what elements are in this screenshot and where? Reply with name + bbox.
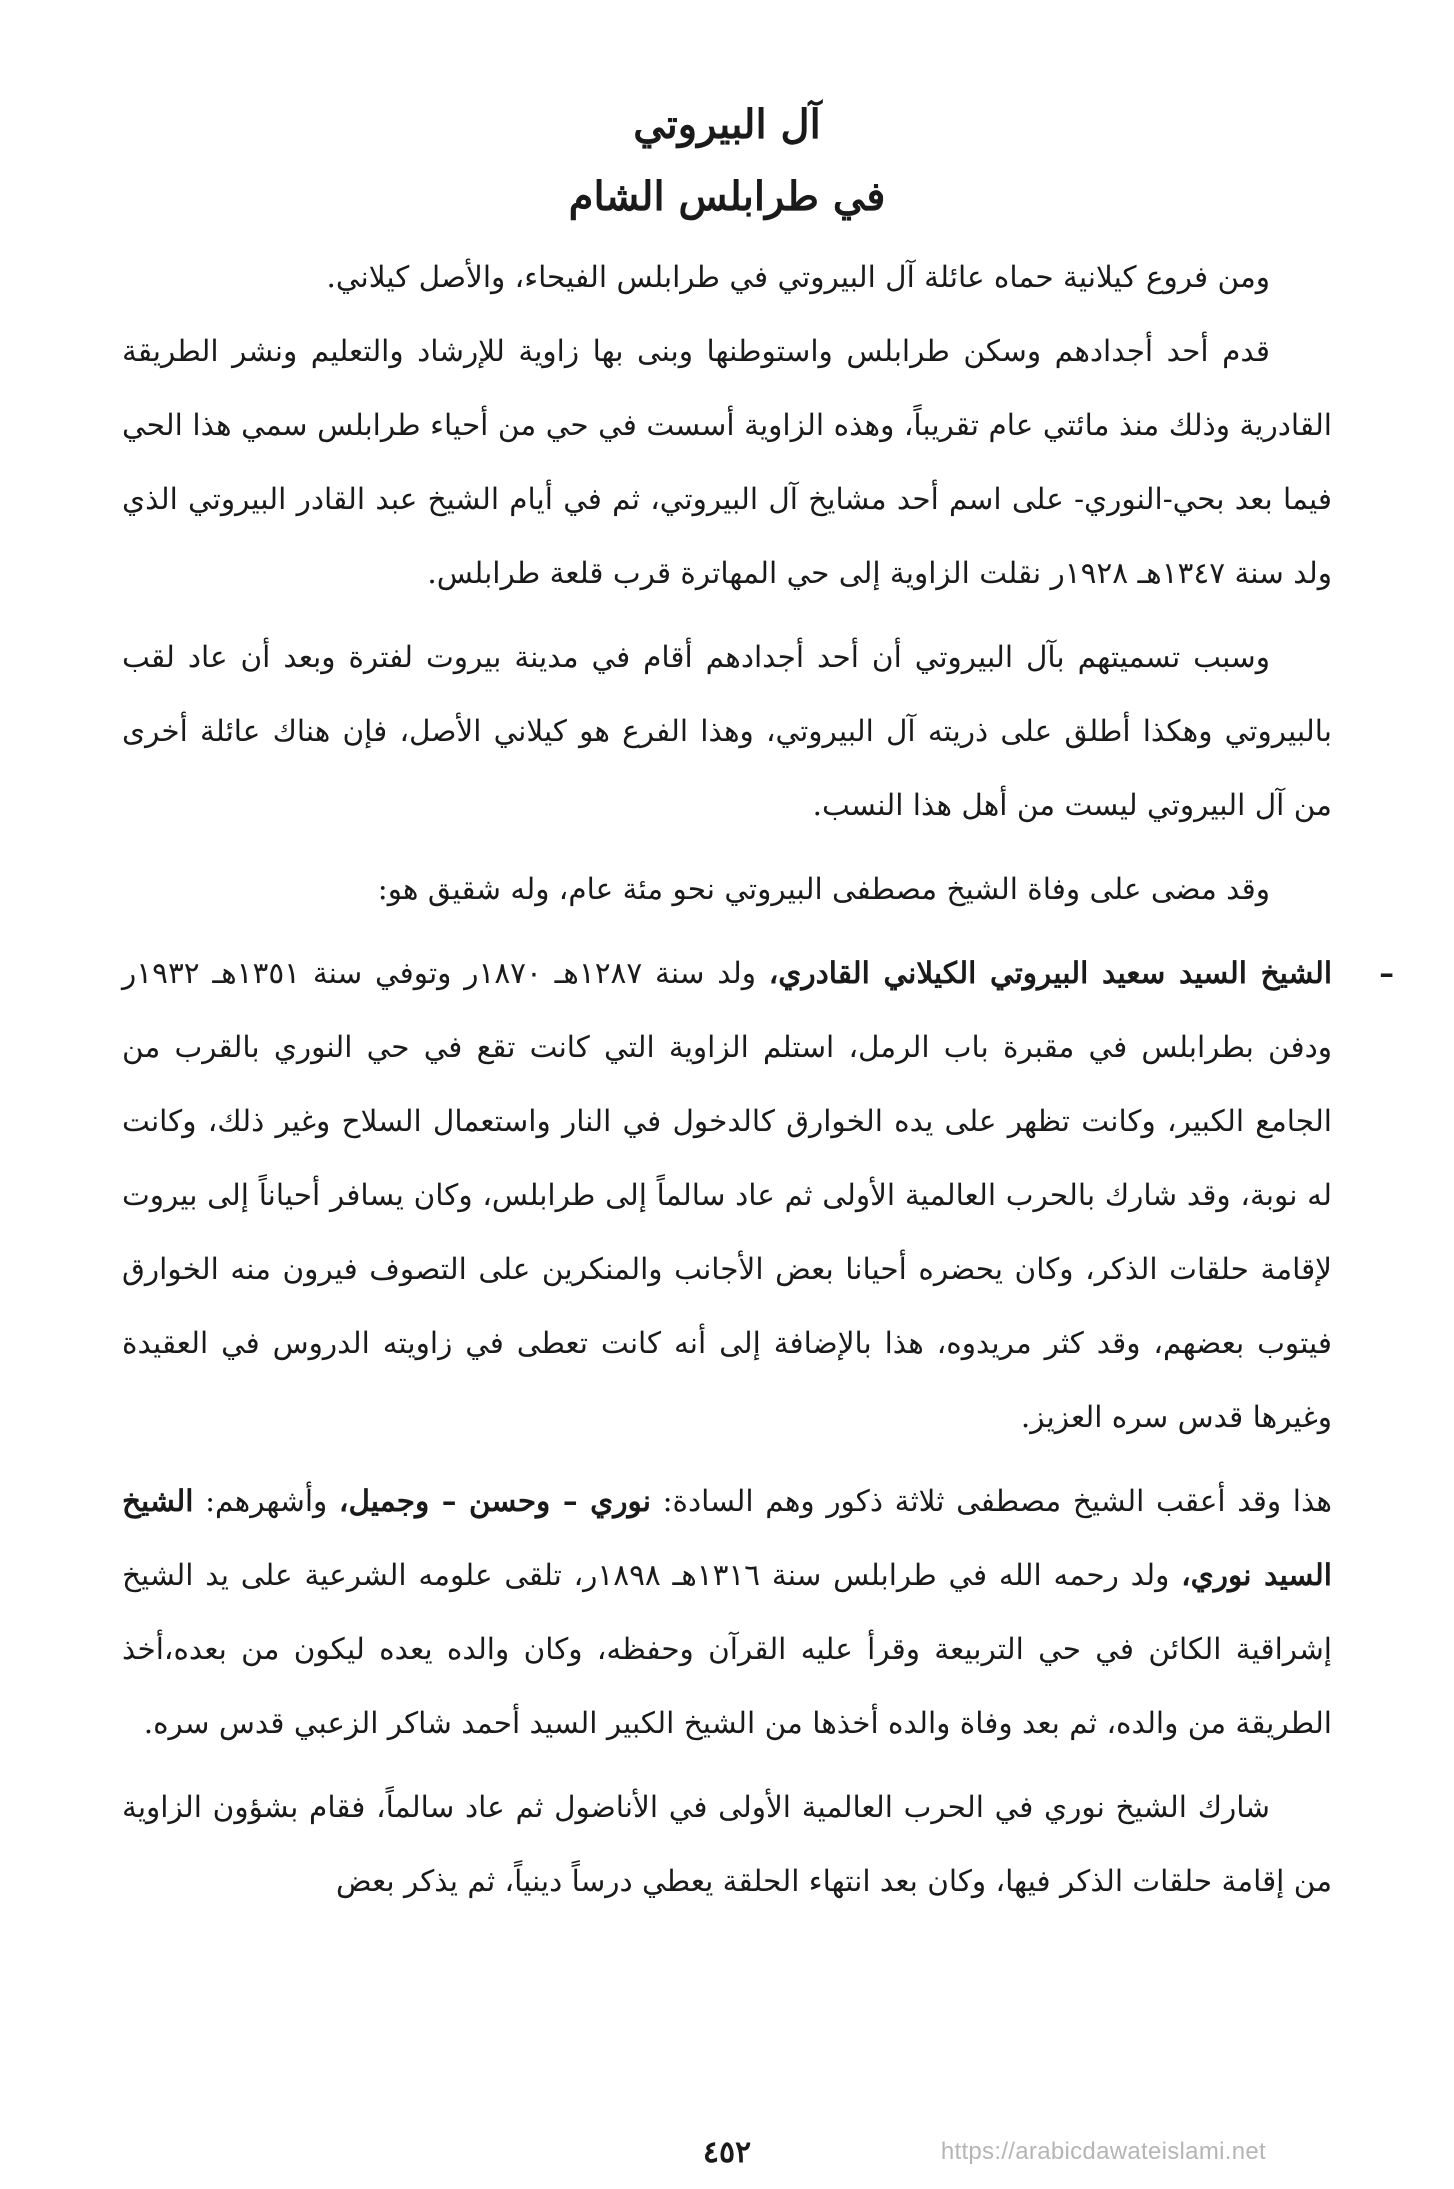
paragraph-death-note: وقد مضى على وفاة الشيخ مصطفى البيروتي نحو مئة عام، وله شقيق هو:	[377, 872, 1270, 906]
sons-intro-text: هذا وقد أعقب الشيخ مصطفى ثلاثة ذكور وهم السادة:	[650, 1484, 1332, 1518]
body-text	[122, 240, 1394, 1918]
watermark-url: https://arabicdawateislami.net	[940, 2138, 1266, 2165]
paragraph-naming: وسبب تسميتهم بآل البيروتي أن أحد أجدادهم أقام في مدينة بيروت لفترة وبعد أن عاد لقب بالبيروتي وهكذا أطلق على ذريته آل البيروتي، وهذا الفرع هو كيلاني الأصل، فإن هناك عائلة أخرى من آل البيروتي ليست من أهل هذا النسب.	[122, 640, 1332, 822]
paragraph-history: قدم أحد أجدادهم وسكن طرابلس واستوطنها وبنى بها زاوية للإرشاد والتعليم ونشر الطريقة القادرية وذلك منذ مائتي عام تقريباً، وهذه الزاوية أسست في حي من أحياء طرابلس سمي هذا الحي فيما بعد بحي-النوري- على اسم أحد مشايخ آل البيروتي، ثم في أيام الشيخ عبد القادر البيروتي الذي ولد سنة ١٣٤٧هـ ١٩٢٨ر نقلت الزاوية إلى حي المهاترة قرب قلعة طرابلس.	[122, 334, 1332, 590]
paragraph-nouri-war: شارك الشيخ نوري في الحرب العالمية الأولى في الأناضول ثم عاد سالماً، فقام بشؤون الزاوية من إقامة حلقات الذكر فيها، وكان بعد انتهاء الحلقة يعطي درساً دينياً، ثم يذكر بعض	[122, 1790, 1332, 1898]
sheikh-nouri-text: ولد رحمه الله في طرابلس سنة ١٣١٦هـ ١٨٩٨ر، تلقى علومه الشرعية على يد الشيخ إشراقية الكائن في حي التربيعة وقرأ عليه القرآن وحفظه، وكان والده يعده ليكون من بعده،أخذ الطريقة من والده، ثم بعد وفاة والده أخذها من الشيخ الكبير السيد أحمد شاكر الزعبي قدس سره.	[122, 1558, 1332, 1740]
dash-marker: –	[1379, 955, 1394, 990]
sons-names: نوري – وحسن – وجميل،	[338, 1483, 651, 1518]
sheikh-said-text: ولد سنة ١٢٨٧هـ ١٨٧٠ر وتوفي سنة ١٣٥١هـ ١٩٣٢ر ودفن بطرابلس في مقبرة باب الرمل، استلم الزاوية التي كانت تقع في حي النوري بالقرب من الجامع الكبير، وكانت تظهر على يده الخوارق كالدخول في النار واستعمال السلاح وغير ذلك، وكانت له نوبة، وقد شارك بالحرب العالمية الأولى ثم عاد سالماً إلى طرابلس، وكان يسافر أحياناً إلى بيروت لإقامة حلقات الذكر، وكان يحضره أحيانا بعض الأجانب والمنكرين على التصوف فيرون منه الخوارق فيتوب بعضهم، وقد كثر مريدوه، هذا بالإضافة إلى أنه كانت تعطى في زاويته الدروس في العقيدة وغيرها قدس سره العزيز.	[122, 956, 1332, 1434]
page-title: آل البيروتي	[633, 101, 821, 148]
paragraph-intro: ومن فروع كيلانية حماه عائلة آل البيروتي في طرابلس الفيحاء، والأصل كيلاني.	[326, 260, 1270, 294]
paragraph-sheikh-said	[122, 936, 1394, 1454]
paragraph-sons	[122, 1464, 1332, 1760]
sheikh-said-name: الشيخ السيد سعيد البيروتي الكيلاني القادري،	[768, 955, 1333, 990]
page-subtitle: في طرابلس الشام	[568, 173, 886, 220]
sheikh-nouri-name: الشيخ السيد نوري،	[122, 1483, 1332, 1592]
page-number: ٤٥٢	[702, 2135, 752, 2170]
sons-mid-text: وأشهرهم:	[193, 1484, 339, 1518]
